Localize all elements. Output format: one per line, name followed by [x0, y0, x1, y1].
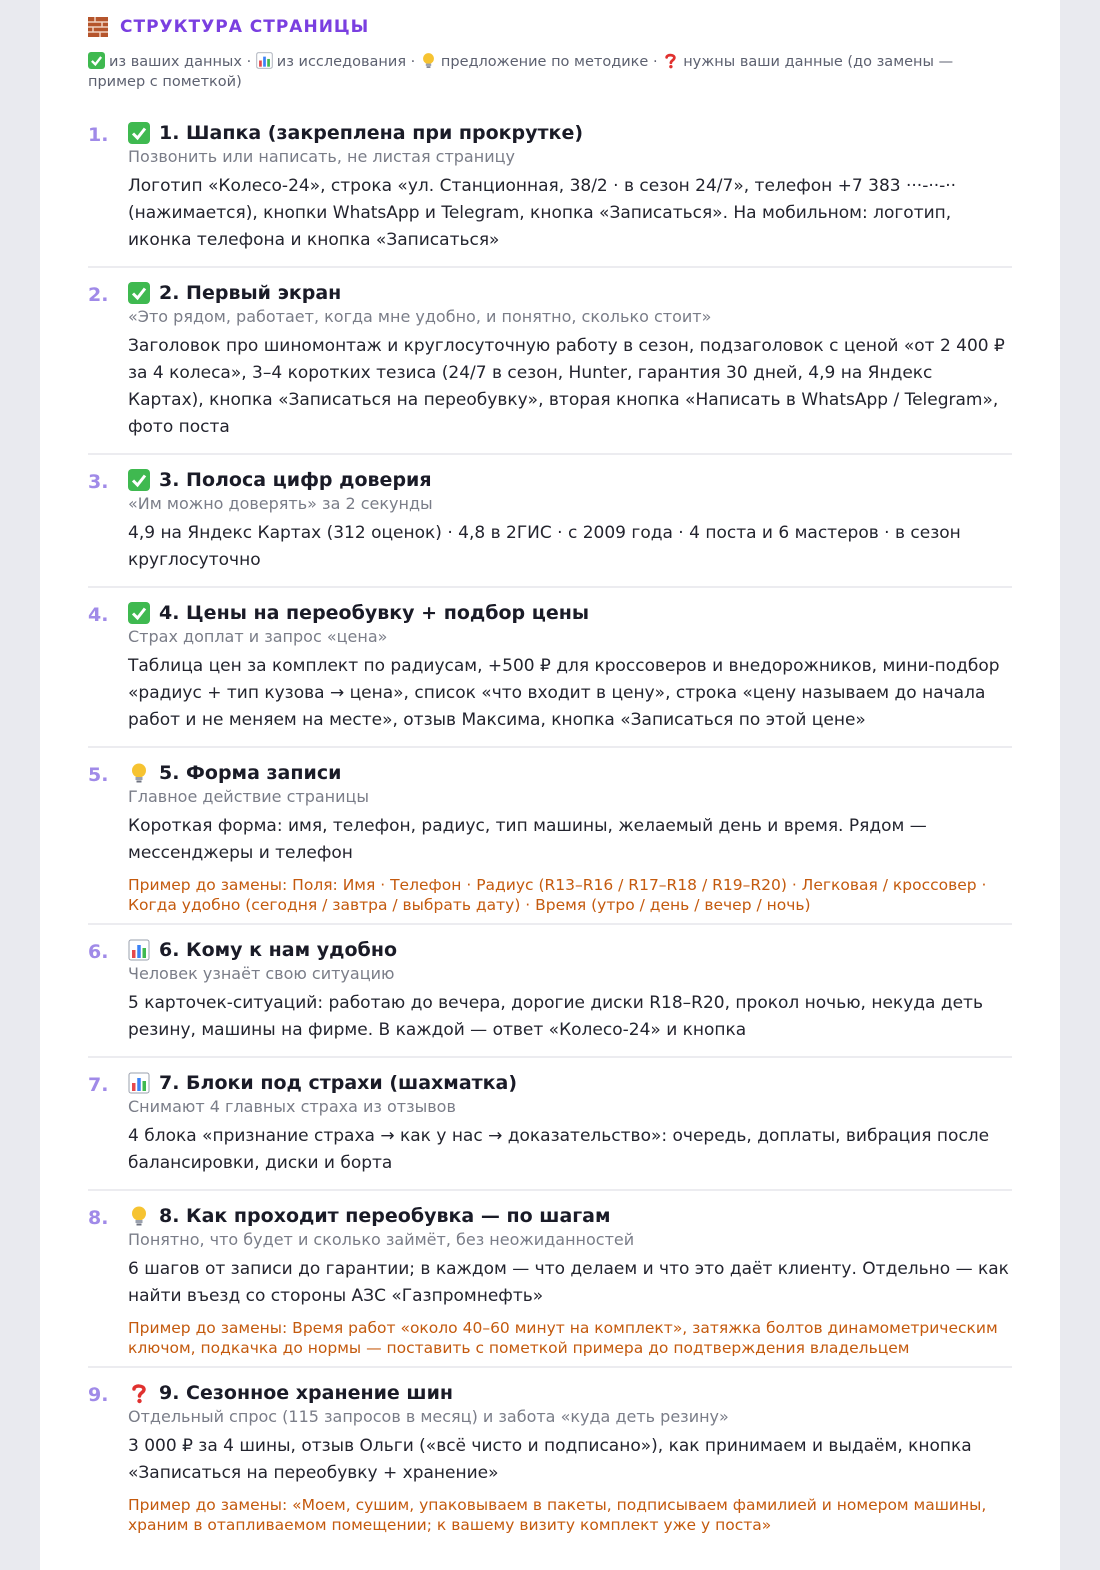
section-number: 5.: [88, 764, 109, 786]
question-icon: [662, 52, 679, 69]
section-title: 3. Полоса цифр доверия: [159, 469, 432, 491]
section-number: 9.: [88, 1384, 109, 1406]
chart-icon: [128, 1072, 150, 1094]
section-title-row: [128, 1380, 1012, 1406]
section-item: [88, 1058, 1012, 1191]
legend-separator: ·: [652, 54, 658, 70]
legend-need-data: нужны ваши данные (до замены — пример с пометкой): [88, 54, 954, 90]
section-item: [88, 268, 1012, 455]
section-description: Логотип «Колесо-24», строка «ул. Станционная, 38/2 · в сезон 24/7», телефон +7 383 ···-··-·· (нажимается), кнопки WhatsApp и Telegram, кнопка «Записаться». На мобильном: логотип, иконка телефона и кнопка «Записаться»: [128, 176, 957, 250]
page-title: СТРУКТУРА СТРАНИЦЫ: [120, 17, 370, 37]
section-title-row: [128, 120, 1012, 146]
section-content: [128, 1203, 1012, 1366]
section-title: 4. Цены на переобувку + подбор цены: [159, 602, 590, 624]
check-icon: [128, 469, 150, 491]
section-title-row: [128, 1070, 1012, 1096]
bulb-icon: [128, 762, 150, 784]
section-description: Короткая форма: имя, телефон, радиус, тип машины, желаемый день и время. Рядом — мессенджеры и телефон: [128, 816, 927, 863]
legend: [88, 52, 978, 92]
section-description: 5 карточек-ситуаций: работаю до вечера, дорогие диски R18–R20, прокол ночью, некуда деть резину, машины на фирме. В каждой — ответ «Колесо-24» и кнопка: [128, 993, 983, 1040]
section-content: [128, 937, 1012, 1056]
section-subtitle: Снимают 4 главных страха из отзывов: [128, 1097, 456, 1116]
section-number: 3.: [88, 471, 109, 493]
section-title-row: [128, 937, 1012, 963]
section-item: [88, 925, 1012, 1058]
section-item: [88, 1368, 1012, 1543]
section-content: [128, 760, 1012, 923]
check-icon: [128, 282, 150, 304]
section-title-row: [128, 280, 1012, 306]
section-item: [88, 455, 1012, 588]
check-icon: [88, 52, 105, 69]
section-title-row: [128, 760, 1012, 786]
section-number: 6.: [88, 941, 109, 963]
section-subtitle: Понятно, что будет и сколько займёт, без неожиданностей: [128, 1230, 635, 1249]
section-description: Таблица цен за комплект по радиусам, +500 ₽ для кроссоверов и внедорожников, мини-подбор «радиус + тип кузова → цена», список «что входит в цену», строка «цену называем до начала работ и не меняем на месте», отзыв Максима, кнопка «Записаться по этой цене»: [128, 656, 1000, 730]
check-icon: [128, 602, 150, 624]
section-number: 4.: [88, 604, 109, 626]
section-item: [88, 748, 1012, 925]
section-subtitle: Страх доплат и запрос «цена»: [128, 627, 388, 646]
section-title: 1. Шапка (закреплена при прокрутке): [159, 122, 584, 144]
section-content: [128, 600, 1012, 746]
legend-separator: ·: [410, 54, 416, 70]
legend-separator: ·: [246, 54, 252, 70]
section-example: Пример до замены: Время работ «около 40–60 минут на комплект», затяжка болтов динамометрическим ключом, подкачка до нормы — поставить с пометкой примера до подтверждения владельцем: [128, 1319, 998, 1357]
section-subtitle: Главное действие страницы: [128, 787, 370, 806]
section-number: 8.: [88, 1207, 109, 1229]
section-subtitle: Человек узнаёт свою ситуацию: [128, 964, 395, 983]
section-list: [88, 108, 1012, 1543]
legend-from-research: из исследования: [276, 54, 407, 70]
section-description: 3 000 ₽ за 4 шины, отзыв Ольги («всё чисто и подписано»), как принимаем и выдаём, кнопка «Записаться на переобувку + хранение»: [128, 1436, 972, 1483]
section-title: 2. Первый экран: [159, 282, 342, 304]
section-subtitle: «Им можно доверять» за 2 секунды: [128, 494, 433, 513]
section-subtitle: «Это рядом, работает, когда мне удобно, и понятно, сколько стоит»: [128, 307, 712, 326]
legend-from-your-data: из ваших данных: [109, 54, 242, 70]
chart-icon: [128, 939, 150, 961]
section-number: 1.: [88, 124, 109, 146]
section-title-row: [128, 1203, 1012, 1229]
section-item: [88, 588, 1012, 748]
section-number: 2.: [88, 284, 109, 306]
section-title-row: [128, 467, 1012, 493]
legend-methodology: предложение по методике: [440, 54, 649, 70]
section-title: 8. Как проходит переобувка — по шагам: [159, 1205, 611, 1227]
question-icon: [128, 1382, 150, 1404]
section-subtitle: Отдельный спрос (115 запросов в месяц) и забота «куда деть резину»: [128, 1407, 729, 1426]
section-item: [88, 108, 1012, 268]
section-content: [128, 467, 1012, 586]
brick-icon: [88, 17, 108, 37]
section-title: 9. Сезонное хранение шин: [159, 1382, 454, 1404]
bulb-icon: [420, 52, 437, 69]
section-title-row: [128, 600, 1012, 626]
section-subtitle: Позвонить или написать, не листая страницу: [128, 147, 515, 166]
section-title: 6. Кому к нам удобно: [159, 939, 398, 961]
section-content: [128, 1380, 1012, 1543]
section-description: 6 шагов от записи до гарантии; в каждом — что делаем и что это даёт клиенту. Отдельно — как найти въезд со стороны АЗС «Газпромнефть»: [128, 1259, 1009, 1306]
section-example: Пример до замены: Поля: Имя · Телефон · Радиус (R13–R16 / R17–R18 / R19–R20) · Легковая / кроссовер · Когда удобно (сегодня / завтра / выбрать дату) · Время (утро / день / вечер / ночь): [128, 876, 987, 914]
section-item: [88, 1191, 1012, 1368]
section-description: 4,9 на Яндекс Картах (312 оценок) · 4,8 в 2ГИС · с 2009 года · 4 поста и 6 мастеров · в сезон круглосуточно: [128, 523, 961, 570]
section-title: 7. Блоки под страхи (шахматка): [159, 1072, 518, 1094]
section-content: [128, 1070, 1012, 1189]
bulb-icon: [128, 1205, 150, 1227]
section-content: [128, 280, 1012, 453]
header: [88, 14, 1012, 40]
section-content: [128, 120, 1012, 266]
section-title: 5. Форма записи: [159, 762, 342, 784]
section-description: 4 блока «признание страха → как у нас → доказательство»: очередь, доплаты, вибрация после балансировки, диски и борта: [128, 1126, 990, 1173]
check-icon: [128, 122, 150, 144]
structure-card: [40, 0, 1060, 1570]
chart-icon: [256, 52, 273, 69]
section-number: 7.: [88, 1074, 109, 1096]
section-example: Пример до замены: «Моем, сушим, упаковываем в пакеты, подписываем фамилией и номером машины, храним в отапливаемом помещении; к вашему визиту комплект уже у поста»: [128, 1496, 987, 1534]
section-description: Заголовок про шиномонтаж и круглосуточную работу в сезон, подзаголовок с ценой «от 2 400 ₽ за 4 колеса», 3–4 коротких тезиса (24/7 в сезон, Hunter, гарантия 30 дней, 4,9 на Яндекс Картах), кнопка «Записаться на переобувку», вторая кнопка «Написать в WhatsApp / Telegram», фото поста: [128, 336, 1005, 437]
